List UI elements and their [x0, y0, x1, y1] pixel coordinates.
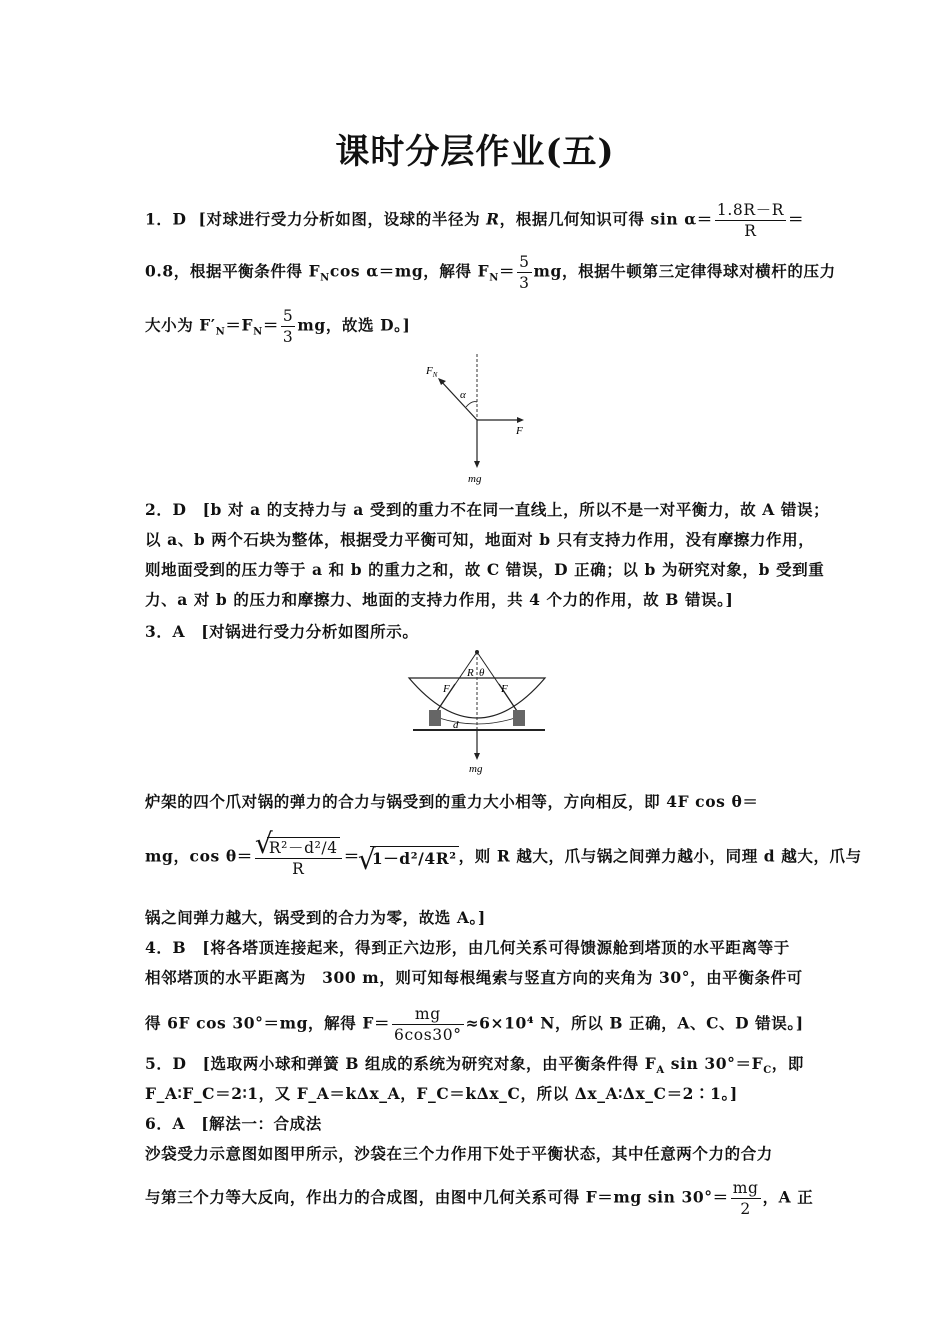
- q4-line-1: 4．B [将各塔顶连接起来，得到正六边形，由几何关系可得馈源舱到塔顶的水平距离等于: [145, 938, 790, 957]
- q1-fraction-2: [517, 252, 531, 293]
- q1-l2e: ＝: [498, 261, 516, 281]
- q1-l3f: mg，故选 D。]: [297, 315, 411, 335]
- q1-frac3-den: 3: [282, 328, 294, 346]
- q6-line-2: 沙袋受力示意图如图甲所示，沙袋在三个力作用下处于平衡状态，其中任意两个力的合力: [145, 1144, 773, 1163]
- q1-var: R: [486, 209, 500, 229]
- r-label: R: [467, 667, 474, 679]
- q3-l3a: mg，cos θ＝: [145, 846, 253, 866]
- q1-frac1-num: 1.8R－R: [716, 201, 784, 219]
- stand-claw-left: [429, 710, 441, 726]
- q6-line-3: [145, 1178, 815, 1219]
- q4-fraction: [392, 1004, 464, 1045]
- gravity-arrowhead: [474, 461, 480, 468]
- q1-l2c: cos α＝mg，解得 F: [329, 261, 490, 281]
- q2-line-4: 力、a 对 b 的压力和摩擦力、地面的支持力作用，共 4 个力的作用，故 B 错误。]: [145, 590, 734, 609]
- q4-l3a: 得 6F cos 30°＝mg，解得 F＝: [145, 1013, 391, 1033]
- q2-line-3: 则地面受到的压力等于 a 和 b 的重力之和，故 C 错误，D 正确；以 b 为研究对象，b 受到重: [145, 560, 825, 579]
- q1-eq: ＝: [787, 209, 805, 229]
- q4-l3b: ≈6×10⁴ N，所以 B 正确，A、C、D 错误。]: [465, 1013, 804, 1033]
- q4-frac-den: 6cos30°: [394, 1026, 462, 1044]
- force-diagram-wok: [405, 648, 555, 776]
- force-diagram-ball: [420, 352, 540, 488]
- q3-line-3: [145, 836, 862, 879]
- q5-l1: 5．D [选取两小球和弹簧 B 组成的系统为研究对象，由平衡条件得 F: [145, 1054, 657, 1073]
- q1-line-3: [145, 306, 815, 347]
- horizontal-force-arrowhead: [517, 417, 524, 423]
- q1-fraction-1: [715, 200, 786, 241]
- q1-l2f: mg，根据牛顿第三定律得球对横杆的压力: [533, 261, 836, 281]
- q6-l3a: 与第三个力等大反向，作出力的合成图，由图中几何关系可得 F＝mg sin 30°＝: [145, 1187, 729, 1207]
- q1-frac2-den: 3: [519, 274, 530, 292]
- q2-line-2: 以 a、b 两个石块为整体，根据受力平衡可知，地面对 b 只有支持力作用，没有摩擦力作用，: [145, 530, 815, 549]
- q1-line-2: [145, 252, 836, 293]
- q6-fraction: [731, 1178, 761, 1219]
- q5-l1b: sin 30°＝F: [664, 1054, 764, 1073]
- d-label: d: [453, 719, 459, 731]
- q1-l3c: ＝F: [225, 315, 254, 335]
- q1-l2a: 0.8，根据平衡条件得 F: [145, 261, 321, 281]
- q1-text-2: ，根据几何知识可得 sin α＝: [499, 209, 713, 229]
- q1-l3e: ＝: [262, 315, 279, 335]
- normal-force-arrowhead: [438, 378, 446, 385]
- alpha-label: α: [460, 389, 466, 401]
- q5-l1sub2: C: [763, 1065, 772, 1077]
- q3-line-2: 炉架的四个爪对锅的弹力的合力与锅受到的重力大小相等，方向相反，即 4F cos θ＝: [145, 792, 759, 811]
- q3-sqrt-1: √ R²－d²/4: [267, 837, 340, 858]
- q1-l2d: N: [489, 272, 499, 284]
- q1-l3a: 大小为 F′: [145, 315, 216, 335]
- normal-force-arrow: [440, 380, 477, 420]
- mg-label: mg: [468, 473, 482, 485]
- q5-line-1: [145, 1052, 815, 1076]
- q1-text: [对球进行受力分析如图，设球的半径为: [198, 209, 487, 229]
- q1-fraction-3: [281, 306, 295, 347]
- q1-l3d: N: [253, 326, 263, 338]
- q6-frac-den: 2: [740, 1200, 751, 1218]
- q3-l3c: ，则 R 越大，爪与锅之间弹力越小，同理 d 越大，爪与: [458, 846, 862, 866]
- theta-label: θ: [479, 667, 485, 679]
- q3-sqrt-fraction: [255, 836, 342, 879]
- fn-label: $F_N$: [426, 365, 438, 379]
- q1-l2b: N: [320, 272, 330, 284]
- q1-l3b: N: [215, 326, 226, 338]
- q4-line-3: [145, 1004, 815, 1045]
- q6-line-1: 6．A [解法一：合成法: [145, 1114, 322, 1133]
- q1-frac1-den: R: [744, 222, 757, 240]
- angle-arc: [466, 402, 477, 407]
- f-left-label: F: [443, 683, 450, 695]
- q5-l1c: ，即: [771, 1054, 804, 1073]
- q6-l3b: ，A 正: [762, 1187, 814, 1207]
- q1-number: 1．D: [145, 209, 187, 229]
- q3-sqrt-den: R: [292, 859, 305, 878]
- q3-line-4: 锅之间弹力越大，锅受到的合力为零，故选 A。]: [145, 908, 486, 927]
- q4-line-2: 相邻塔顶的水平距离为 300 m，则可知每根绳索与竖直方向的夹角为 30°，由平衡条件可: [145, 968, 803, 987]
- f-right-label: F: [501, 683, 508, 695]
- q6-frac-num: mg: [732, 1179, 759, 1197]
- q4-frac-num: mg: [392, 1004, 464, 1025]
- q5-line-2: F_A∶F_C＝2∶1，又 F_A＝kΔx_A，F_C＝kΔx_C，所以 Δx_A∶Δx_C＝2∶1。]: [145, 1084, 738, 1103]
- f-label: F: [516, 425, 523, 437]
- wok-mg-label: mg: [469, 763, 483, 775]
- stand-claw-right: [513, 710, 525, 726]
- q2-line-1: 2．D [b 对 a 的支持力与 a 受到的重力不在同一直线上，所以不是一对平衡力，故 A 错误；: [145, 500, 830, 519]
- q3-l3b: ＝: [343, 846, 360, 866]
- q3-sqrt-2: √ 1－d²/4R²: [370, 846, 459, 869]
- page-title: 课时分层作业(五): [335, 132, 615, 172]
- q5-l1sub: A: [656, 1065, 665, 1077]
- q1-frac2-num: 5: [519, 253, 530, 271]
- q1-line-1: [145, 200, 815, 241]
- q1-frac3-num: 5: [282, 307, 294, 325]
- wok-gravity-arrowhead: [474, 753, 480, 760]
- q3-sqrt-num: [255, 836, 342, 859]
- q3-line-1: 3．A [对锅进行受力分析如图所示。: [145, 622, 419, 641]
